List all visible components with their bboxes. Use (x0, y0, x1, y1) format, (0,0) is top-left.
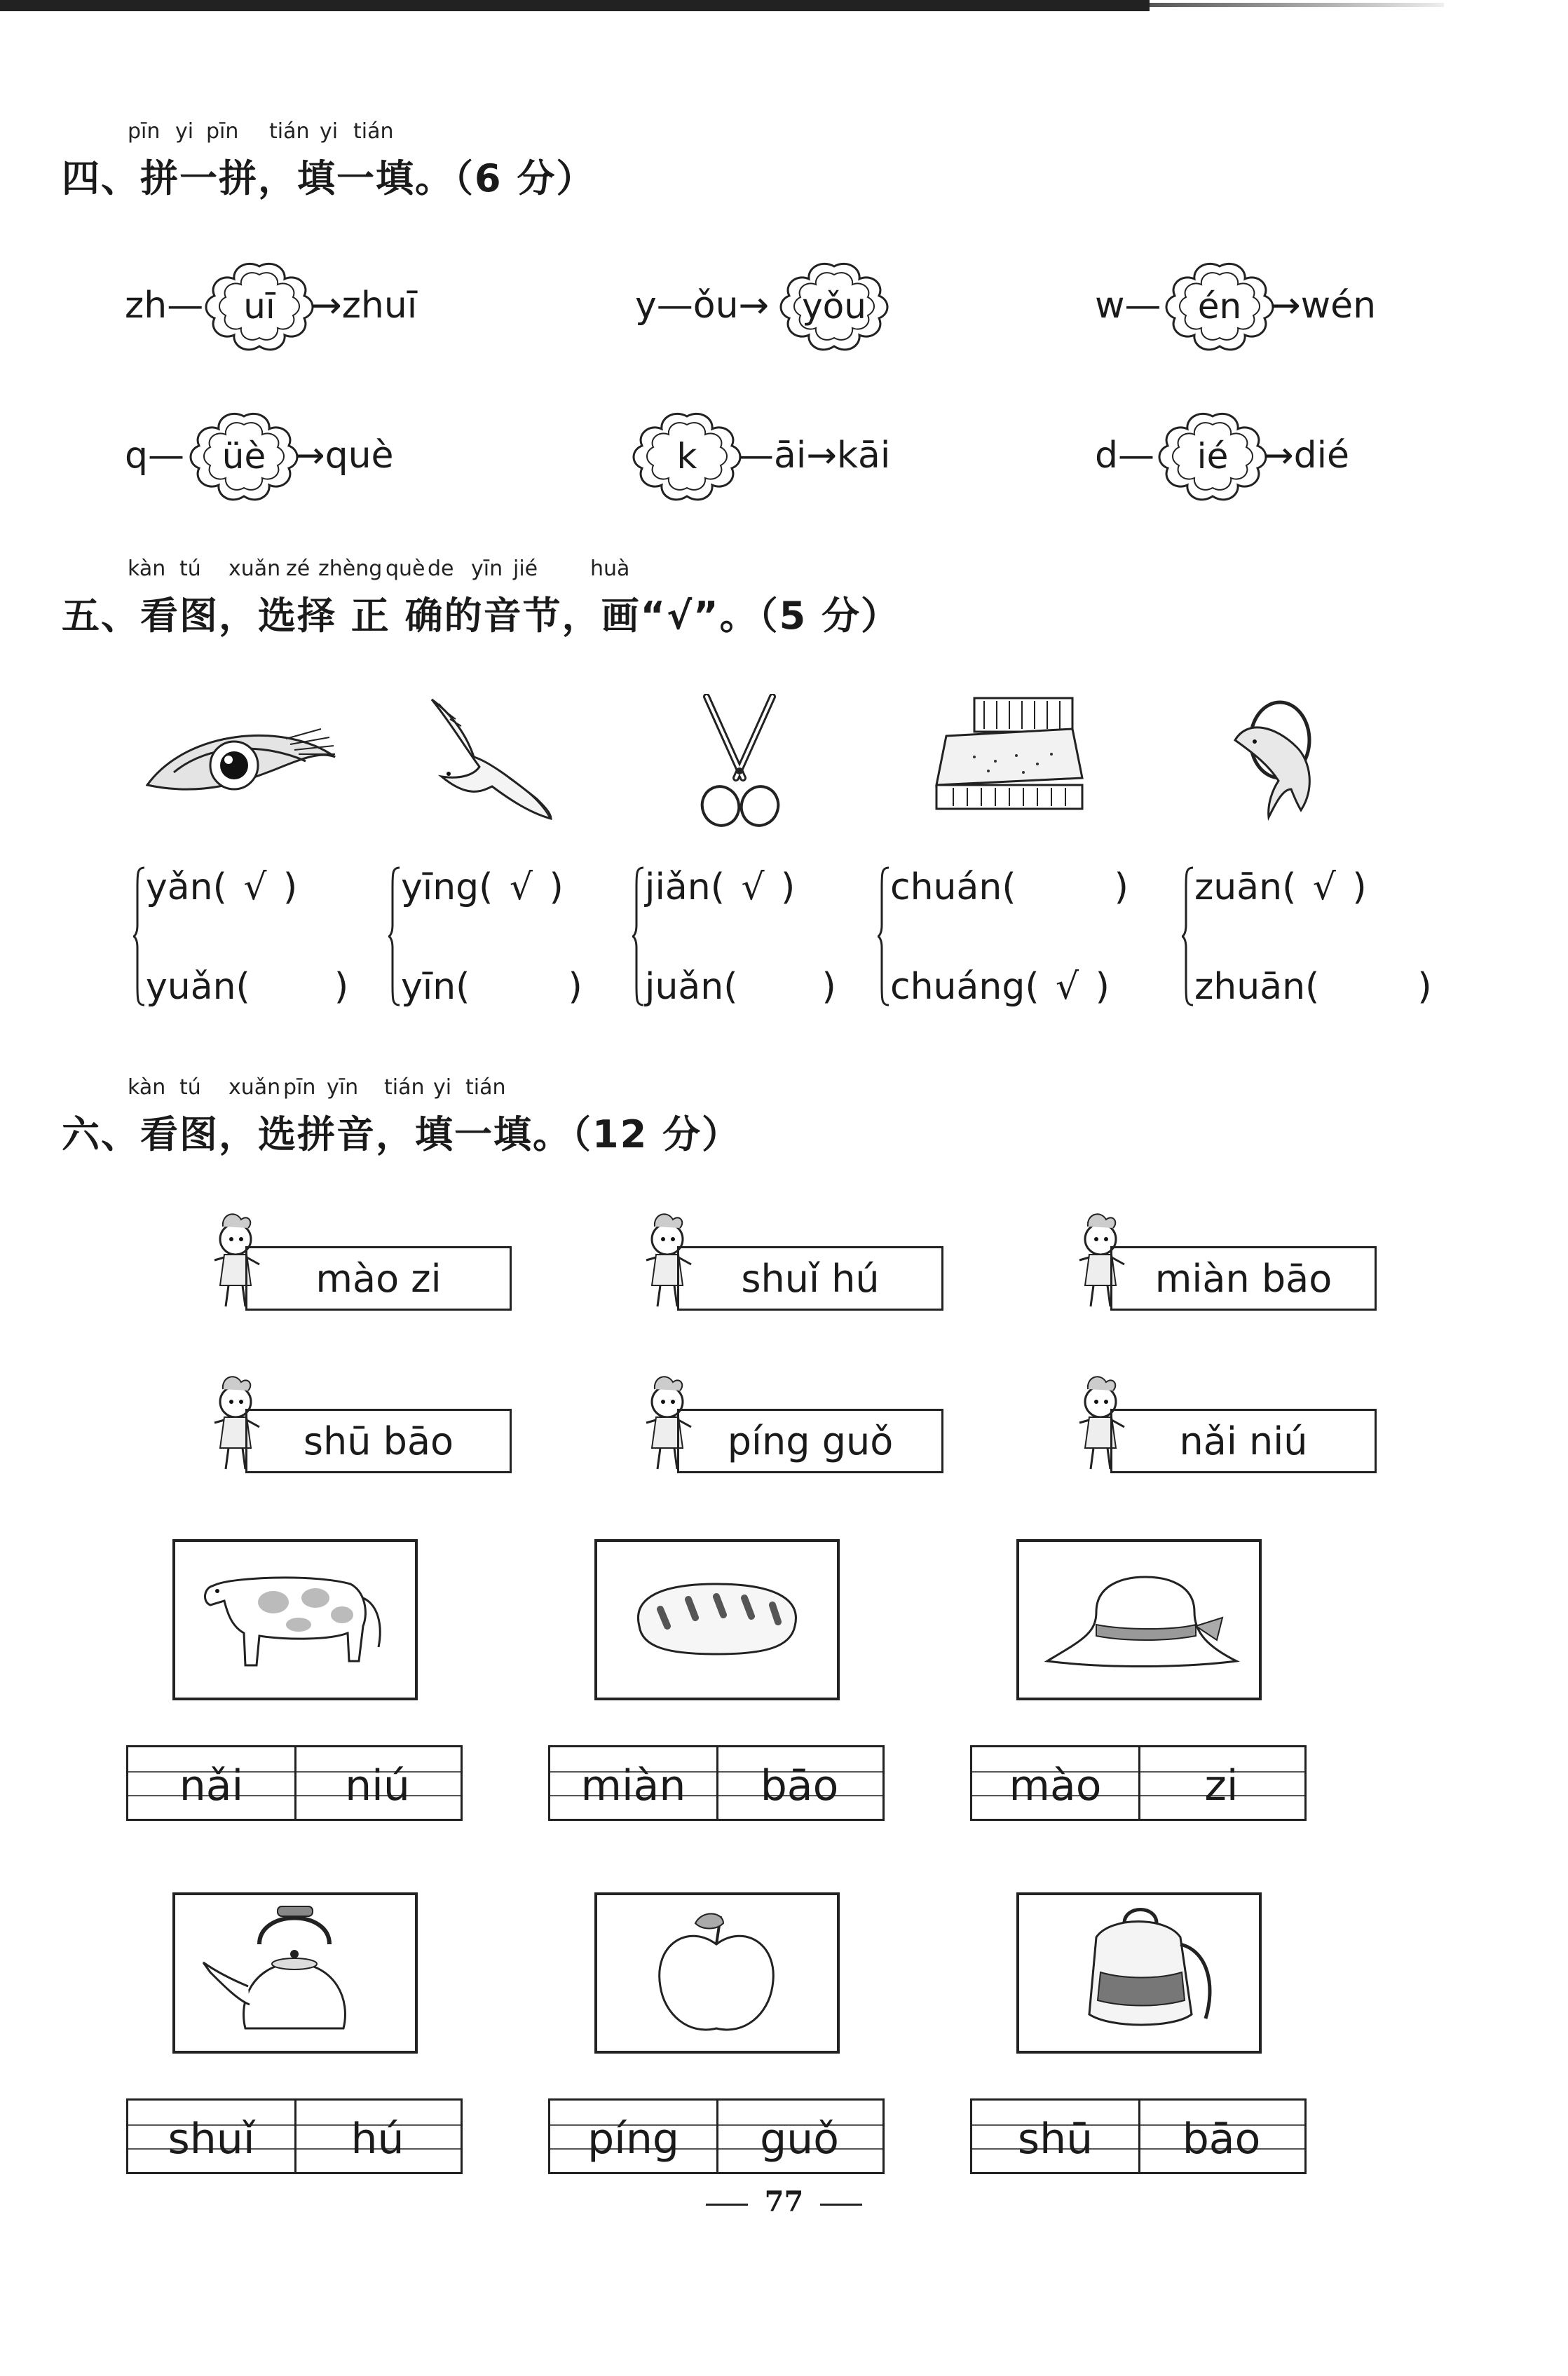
s4-item5-right: —āi→kāi (737, 435, 891, 477)
choice-label: zhuān( (1194, 966, 1320, 1008)
pinyin-syllable: kàn (128, 1075, 166, 1100)
pinyin-syllable: de (428, 557, 454, 581)
picture-box-apple (594, 1892, 840, 2054)
kettle-picture (175, 1895, 415, 2051)
section-score: （5 分） (758, 594, 900, 638)
check-mark: √ (1312, 866, 1336, 908)
page-number-dash (820, 2204, 862, 2206)
pinyin-answer-cell[interactable]: hú (350, 2115, 404, 2164)
choice-label: yuǎn( (146, 966, 250, 1008)
brace-5 (1180, 866, 1194, 1006)
brace-2 (387, 866, 401, 1006)
choice-yan[interactable] (146, 866, 297, 908)
s4-item6-right: →dié (1263, 435, 1350, 477)
s4-item1-right: →zhuī (311, 285, 418, 327)
picture-box-kettle (172, 1892, 418, 2054)
close-paren: ) (1114, 866, 1129, 908)
pinyin-syllable: kàn (128, 557, 166, 581)
close-paren: ) (1095, 966, 1110, 1008)
flower-answer-1 (203, 261, 315, 352)
pinyin-answer-cell[interactable]: guǒ (760, 2115, 839, 2164)
scissors-picture (694, 694, 785, 834)
section-number: 五、 (62, 594, 140, 638)
brace-1 (132, 866, 146, 1006)
top-edge-fade (1150, 3, 1444, 7)
pinyin-syllable: huà (590, 557, 630, 581)
page-number-text: 77 (764, 2185, 804, 2218)
section-title: 看图，选择 正 确的音节，画“√”。 (140, 594, 759, 638)
check-mark: √ (243, 866, 267, 908)
s4-item1-left: zh— (125, 285, 204, 327)
section-title: 拼一拼，填一填。 (140, 156, 454, 200)
word-card-mianbao[interactable]: miàn bāo (1110, 1246, 1377, 1311)
pinyin-syllable: pīn (128, 119, 161, 144)
pinyin-syllable: pīn (283, 1075, 316, 1100)
check-mark: √ (1056, 966, 1079, 1008)
choice-label: juǎn( (645, 966, 738, 1008)
flower-answer-text: én (1197, 286, 1242, 327)
s4-item3-left: w— (1095, 285, 1161, 327)
picture-box-schoolbag (1016, 1892, 1262, 2054)
choice-zuan[interactable] (1194, 866, 1367, 908)
choice-yuan[interactable] (146, 966, 348, 1008)
s4-item2-left: y—ǒu→ (635, 285, 770, 327)
flower-answer-text: uī (243, 286, 275, 327)
close-paren: ) (781, 866, 796, 908)
word-card-shubao[interactable]: shū bāo (245, 1409, 512, 1473)
pinyin-syllable: tú (179, 1075, 201, 1100)
pinyin-syllable: tú (179, 557, 201, 581)
pinyin-syllable: tián (353, 119, 394, 144)
pinyin-answer-cell[interactable]: píng (587, 2115, 679, 2164)
brace-4 (876, 866, 890, 1006)
pinyin-answer-cell[interactable]: bāo (760, 1761, 839, 1810)
pinyin-syllable: yi (320, 119, 339, 144)
section4-pinyin (128, 119, 548, 147)
choice-label: yīng( (401, 866, 493, 908)
close-paren: ) (282, 866, 298, 908)
flower-answer-text: yǒu (802, 286, 866, 327)
pinyin-syllable: yi (175, 119, 194, 144)
choice-yin[interactable] (401, 966, 582, 1008)
pinyin-answer-row-apple (548, 2098, 885, 2174)
section-title: 看图，选拼音，填一填。 (140, 1112, 572, 1156)
section-score: （6 分） (454, 156, 596, 200)
cow-picture (175, 1542, 415, 1698)
close-paren: ) (1417, 966, 1432, 1008)
pinyin-answer-row-schoolbag (970, 2098, 1307, 2174)
choice-label: jiǎn( (645, 866, 725, 908)
pinyin-answer-cell[interactable]: miàn (580, 1761, 686, 1810)
flower-answer-4 (188, 411, 300, 502)
hat-picture (1019, 1542, 1259, 1698)
section5-pinyin (128, 557, 688, 585)
check-mark: √ (741, 866, 765, 908)
pinyin-answer-cell[interactable]: bāo (1182, 2115, 1261, 2164)
flower-answer-3 (1164, 261, 1276, 352)
pinyin-syllable: tián (465, 1075, 506, 1100)
word-card-pingguo[interactable]: píng guǒ (677, 1409, 943, 1473)
flower-answer-text: üè (221, 436, 266, 477)
close-paren: ) (334, 966, 349, 1008)
pinyin-answer-row-bread (548, 1745, 885, 1821)
pinyin-syllable: zhèng (318, 557, 383, 581)
section-number: 六、 (62, 1112, 140, 1156)
pinyin-syllable: yīn (327, 1075, 359, 1100)
bread-picture (597, 1542, 837, 1698)
word-card-shuihu[interactable]: shuǐ hú (677, 1246, 943, 1311)
choice-label: yǎn( (146, 866, 227, 908)
close-paren: ) (1352, 866, 1367, 908)
pinyin-syllable: què (386, 557, 425, 581)
close-paren: ) (549, 866, 564, 908)
pinyin-answer-row-hat (970, 1745, 1307, 1821)
dolphin-hoop-picture (1227, 698, 1332, 824)
eagle-picture (425, 694, 558, 827)
s4-item4-left: q— (125, 435, 185, 477)
choice-zhuan[interactable] (1194, 966, 1432, 1008)
s4-item6-left: d— (1095, 435, 1155, 477)
picture-box-bread (594, 1539, 840, 1700)
s4-item4-right: →què (294, 435, 394, 477)
flower-answer-text: k (676, 436, 697, 477)
pinyin-answer-row-cow (126, 1745, 463, 1821)
pinyin-syllable: yi (433, 1075, 452, 1100)
s4-item3-right: →wén (1270, 285, 1377, 327)
section-score: （12 分） (572, 1112, 741, 1156)
top-edge-bar (0, 0, 1150, 11)
choice-ying[interactable] (401, 866, 564, 908)
page-number-dash (706, 2204, 748, 2206)
pinyin-syllable: xuǎn (229, 1075, 281, 1100)
pinyin-syllable: tián (384, 1075, 425, 1100)
picture-box-cow (172, 1539, 418, 1700)
section6-heading (62, 1105, 741, 1159)
choice-label: chuán( (890, 866, 1016, 908)
pinyin-syllable: zé (286, 557, 311, 581)
word-card-nainiu[interactable]: nǎi niú (1110, 1409, 1377, 1473)
choice-label: zuān( (1194, 866, 1297, 908)
brace-3 (631, 866, 645, 1006)
section-number: 四、 (62, 156, 140, 200)
check-mark: √ (509, 866, 533, 908)
flower-answer-text: ié (1197, 436, 1229, 477)
pinyin-syllable: yīn (471, 557, 503, 581)
pinyin-syllable: tián (269, 119, 310, 144)
picture-box-hat (1016, 1539, 1262, 1700)
choice-jian[interactable] (645, 866, 795, 908)
bed-picture (932, 694, 1086, 820)
pinyin-answer-cell[interactable]: niú (345, 1761, 410, 1810)
flower-answer-2 (778, 261, 890, 352)
choice-label: yīn( (401, 966, 470, 1008)
pinyin-answer-cell[interactable]: mào (1009, 1761, 1102, 1810)
pinyin-syllable: xuǎn (229, 557, 281, 581)
eye-picture (146, 715, 342, 799)
choice-chuang[interactable] (890, 966, 1110, 1008)
schoolbag-picture (1019, 1895, 1259, 2051)
choice-chuan[interactable] (890, 866, 1129, 908)
choice-juan[interactable] (645, 966, 836, 1008)
close-paren: ) (568, 966, 582, 1008)
pinyin-answer-cell[interactable]: shuǐ (168, 2115, 255, 2164)
close-paren: ) (822, 966, 836, 1008)
pinyin-answer-cell[interactable]: nǎi (179, 1761, 244, 1810)
pinyin-answer-cell[interactable]: zi (1204, 1761, 1239, 1810)
choice-label: chuáng( (890, 966, 1039, 1008)
section6-pinyin (128, 1075, 618, 1103)
flower-answer-5 (631, 411, 743, 502)
pinyin-answer-cell[interactable]: shū (1017, 2115, 1093, 2164)
flower-answer-6 (1157, 411, 1269, 502)
pinyin-syllable: pīn (206, 119, 239, 144)
pinyin-syllable: jié (513, 557, 538, 581)
page-number (0, 2185, 1568, 2218)
section5-heading (62, 586, 900, 640)
word-card-maozi[interactable]: mào zi (245, 1246, 512, 1311)
section4-heading (62, 149, 595, 203)
pinyin-answer-row-kettle (126, 2098, 463, 2174)
apple-picture (597, 1895, 837, 2051)
